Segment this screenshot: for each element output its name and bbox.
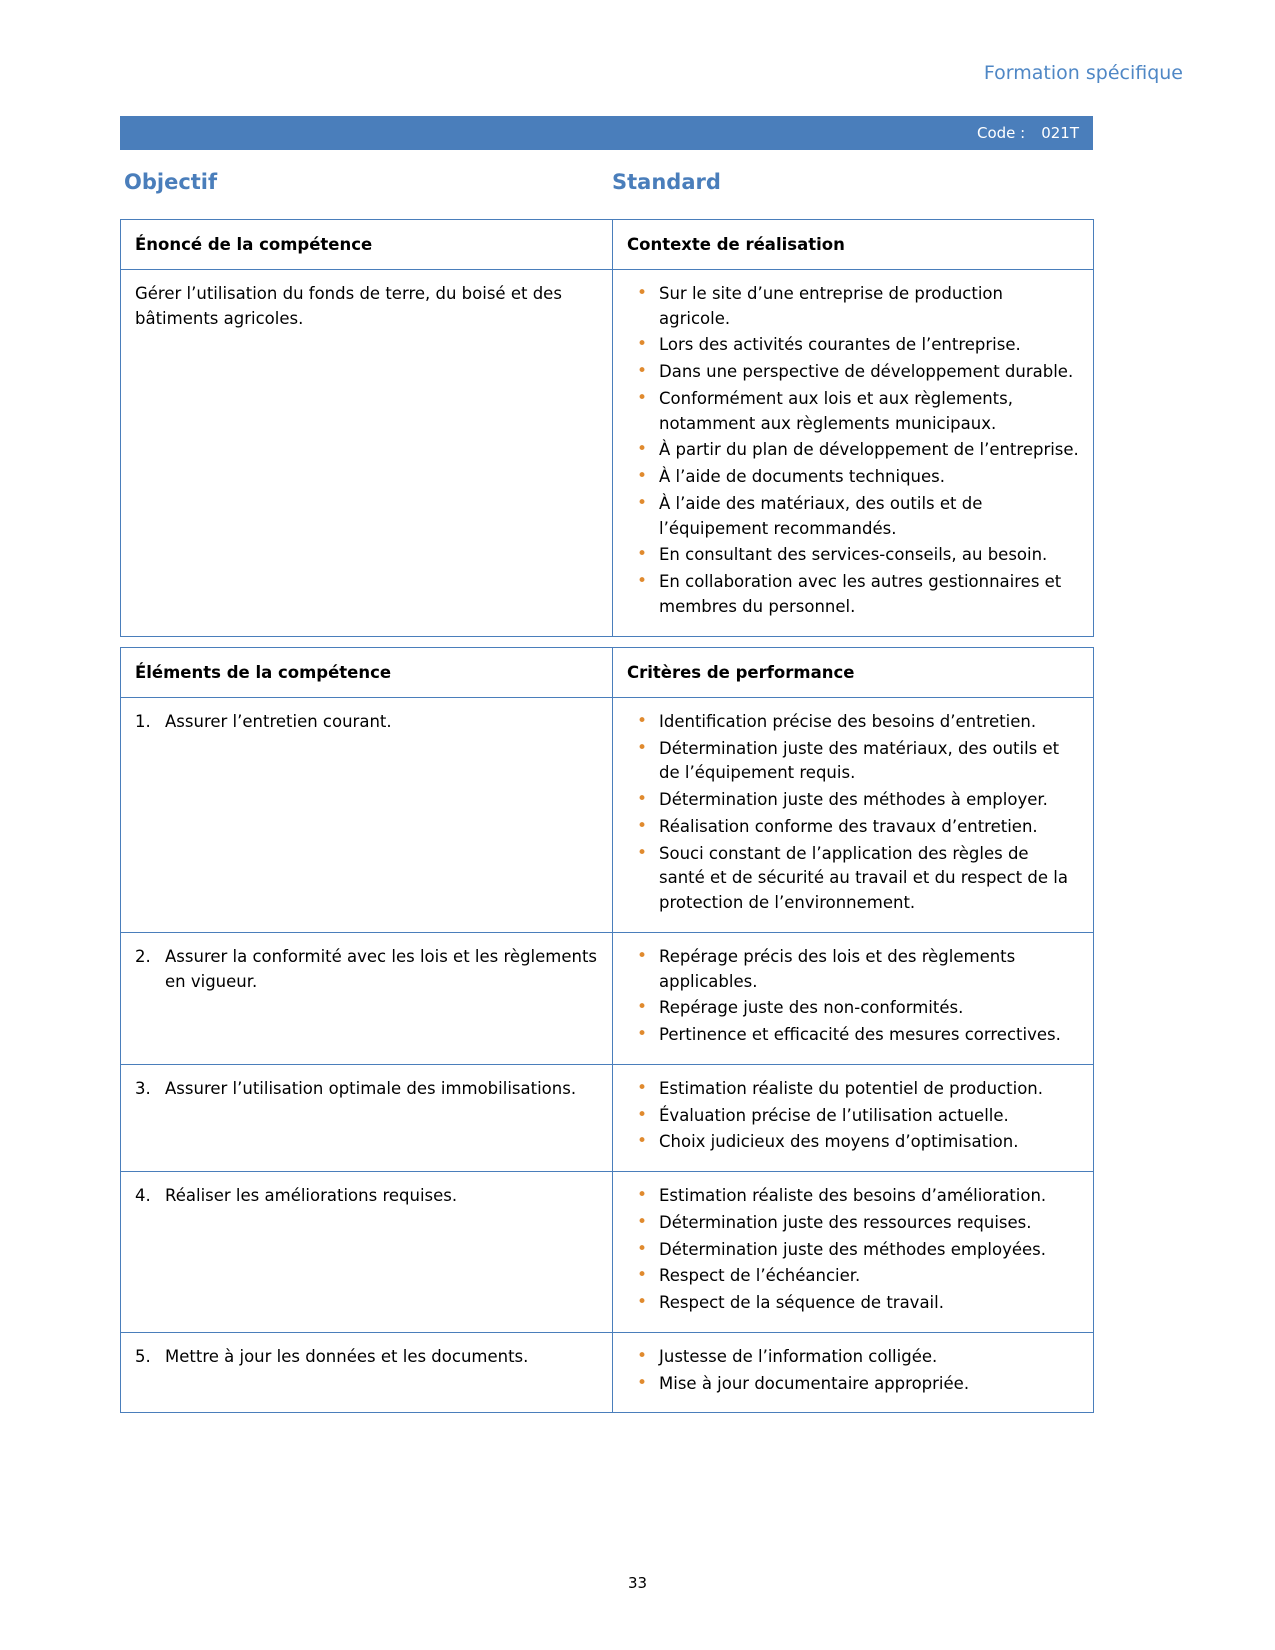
list-item	[135, 1077, 598, 1102]
item-number: 4.	[135, 1186, 151, 1206]
item-text: Réaliser les améliorations requises.	[165, 1186, 458, 1206]
element-numbered-item	[135, 1345, 598, 1370]
table-row	[121, 1064, 1094, 1171]
table-row	[121, 220, 1094, 270]
contexte-header: Contexte de réalisation	[613, 220, 1094, 270]
elements-header: Éléments de la compétence	[121, 648, 613, 698]
context-list	[627, 282, 1079, 620]
list-item: • À l’aide de documents techniques.	[627, 465, 1079, 490]
list-item: • Conformément aux lois et aux règlements, notamment aux règlements municipaux.	[627, 387, 1079, 437]
list-item: • Respect de l’échéancier.	[627, 1264, 1079, 1289]
item-text: Mettre à jour les données et les documents.	[165, 1346, 529, 1366]
list-item: • Pertinence et efficacité des mesures correctives.	[627, 1023, 1079, 1048]
table-row	[121, 1332, 1094, 1413]
list-item: • Choix judicieux des moyens d’optimisation.	[627, 1130, 1079, 1155]
element-cell	[121, 1172, 613, 1333]
context-cell	[613, 269, 1094, 636]
code-value: 021T	[1041, 124, 1079, 142]
list-item: • Détermination juste des matériaux, des outils et de l’équipement requis.	[627, 737, 1079, 787]
list-item	[135, 945, 598, 995]
criteria-cell	[613, 1064, 1094, 1171]
list-item: • Lors des activités courantes de l’entreprise.	[627, 333, 1079, 358]
criteria-list	[627, 945, 1079, 1048]
section-header-label: Formation spécifique	[983, 62, 1183, 84]
table-row	[121, 269, 1094, 636]
item-number: 5.	[135, 1346, 151, 1366]
competence-statement-cell	[121, 269, 613, 636]
criteria-cell	[613, 1172, 1094, 1333]
criteria-cell	[613, 697, 1094, 932]
element-numbered-item	[135, 1184, 598, 1209]
criteria-cell	[613, 1332, 1094, 1413]
item-text: Assurer la conformité avec les lois et les règlements en vigueur.	[165, 946, 598, 991]
enonce-header: Énoncé de la compétence	[121, 220, 613, 270]
element-cell	[121, 697, 613, 932]
list-item: • Sur le site d’une entreprise de production agricole.	[627, 282, 1079, 332]
list-item: • En collaboration avec les autres gestionnaires et membres du personnel.	[627, 570, 1079, 620]
item-number: 1.	[135, 711, 151, 731]
list-item: • Estimation réaliste du potentiel de production.	[627, 1077, 1079, 1102]
list-item: • Repérage précis des lois et des règlements applicables.	[627, 945, 1079, 995]
criteria-list	[627, 1345, 1079, 1397]
objectif-title: Objectif	[124, 170, 218, 194]
list-item: • Détermination juste des ressources requises.	[627, 1211, 1079, 1236]
element-numbered-item	[135, 710, 598, 735]
list-item: • Repérage juste des non-conformités.	[627, 996, 1079, 1021]
standard-title: Standard	[612, 170, 721, 194]
list-item: • Dans une perspective de développement durable.	[627, 360, 1079, 385]
element-cell	[121, 932, 613, 1064]
criteria-cell	[613, 932, 1094, 1064]
element-numbered-item	[135, 945, 598, 995]
item-number: 2.	[135, 946, 151, 966]
list-item: • Identification précise des besoins d’entretien.	[627, 710, 1079, 735]
code-bar	[120, 116, 1093, 150]
list-item: • Détermination juste des méthodes à employer.	[627, 788, 1079, 813]
list-item: • Réalisation conforme des travaux d’entretien.	[627, 815, 1079, 840]
table-row	[121, 932, 1094, 1064]
criteria-list	[627, 1077, 1079, 1155]
element-numbered-item	[135, 1077, 598, 1102]
list-item: • Estimation réaliste des besoins d’amélioration.	[627, 1184, 1079, 1209]
list-item: • Souci constant de l’application des règles de santé et de sécurité au travail et du respect de la protection de l’environnement.	[627, 842, 1079, 916]
column-titles	[124, 170, 1094, 200]
elements-criteria-table	[120, 647, 1094, 1413]
code-label: Code :	[976, 124, 1026, 142]
element-cell	[121, 1064, 613, 1171]
table-row	[121, 648, 1094, 698]
criteres-header: Critères de performance	[613, 648, 1094, 698]
list-item	[135, 1345, 598, 1370]
list-item: • Évaluation précise de l’utilisation actuelle.	[627, 1104, 1079, 1129]
criteria-list	[627, 1184, 1079, 1316]
list-item	[135, 1184, 598, 1209]
item-number: 3.	[135, 1078, 151, 1098]
page-number: 33	[627, 1574, 648, 1592]
element-cell	[121, 1332, 613, 1413]
table-row	[121, 1172, 1094, 1333]
list-item: • À partir du plan de développement de l’entreprise.	[627, 438, 1079, 463]
criteria-list	[627, 710, 1079, 916]
competence-statement-text: Gérer l’utilisation du fonds de terre, du boisé et des bâtiments agricoles.	[135, 283, 562, 328]
list-item: • À l’aide des matériaux, des outils et de l’équipement recommandés.	[627, 492, 1079, 542]
list-item: • Justesse de l’information colligée.	[627, 1345, 1079, 1370]
list-item: • Détermination juste des méthodes employées.	[627, 1238, 1079, 1263]
list-item: • Respect de la séquence de travail.	[627, 1291, 1079, 1316]
item-text: Assurer l’entretien courant.	[165, 711, 392, 731]
competence-context-table	[120, 219, 1094, 637]
list-item: • En consultant des services-conseils, au besoin.	[627, 543, 1079, 568]
list-item	[135, 710, 598, 735]
table-row	[121, 697, 1094, 932]
item-text: Assurer l’utilisation optimale des immobilisations.	[165, 1078, 577, 1098]
list-item: • Mise à jour documentaire appropriée.	[627, 1372, 1079, 1397]
